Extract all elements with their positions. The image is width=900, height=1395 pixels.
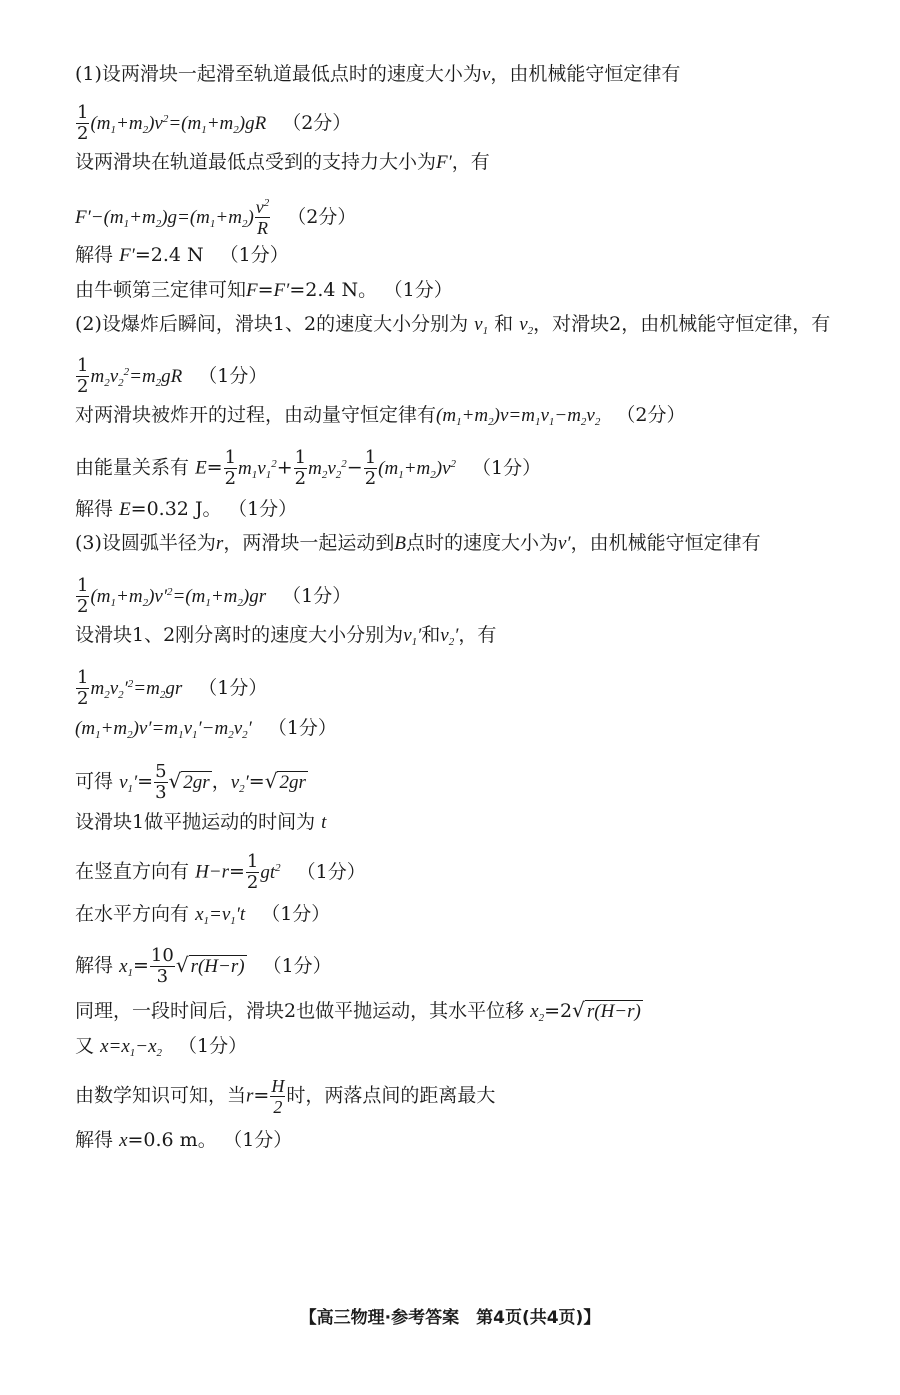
line-1: (1)设两滑块一起滑至轨道最低点时的速度大小为v，由机械能守恒定律有 [75,63,681,85]
line-3: 设两滑块在轨道最低点受到的支持力大小为F′，有 [75,151,490,173]
line-18: 设滑块1做平抛运动的时间为 t [75,811,327,833]
line-14: 设滑块1、2刚分离时的速度大小分别为$v_1'$和$v_2'$，有 [75,624,497,648]
line-15: $\frac{1}{2}$ $m_2v_2'^2=m_2gr$ （1分） [77,667,268,709]
line-12: (3)设圆弧半径为r，两滑块一起运动到B点时的速度大小为v′，由机械能守恒定律有 [75,532,761,554]
line-9: 对两滑块被炸开的过程，由动量守恒定律有$(m_1+m_2)v=m_1v_1-m_2v_2$ （2分） [75,404,686,428]
line-25: 解得 x=0.6 m。 （1分） [75,1129,293,1151]
line-16: $(m_1+m_2)v'=m_1v_1'-m_2v_2'$ （1分） [75,717,337,741]
line-22: 同理，一段时间后，滑块2也做平抛运动，其水平位移 $x_2=2√$ r(H−r) [75,998,641,1024]
line-17: 可得 $v_1'=$ $\frac{5}{3}$ √ 2gr ，$v_2'=√$ 2gr [75,761,306,803]
line-20: 在水平方向有 $x_1=v_1't$ （1分） [75,903,331,927]
line-13: $\frac{1}{2}$ $(m_1+m_2)v'^2=(m_1+m_2)gr$ （1分） [77,575,352,617]
line-11: 解得 E=0.32 J。 （1分） [75,498,298,520]
line-23: 又 $x=x_1-x_2$ （1分） [75,1035,248,1059]
line-4: $F'-(m_1+m_2)g=(m_1+m_2)$ $\frac{v^2}{R}$ （2分） [75,197,357,238]
line-8: $\frac{1}{2}$ $m_2v_2^2=m_2gR$ （1分） [77,355,268,397]
line-6: 由牛顿第三定律可知F=F′=2.4 N。 （1分） [75,279,453,301]
line-19: 在竖直方向有 H−r= $\frac{1}{2}$ $gt^2$ （1分） [75,851,366,893]
line-7: (2)设爆炸后瞬间，滑块1、2的速度大小分别为 $v_1$ 和 $v_2$，对滑块2，由机械能守恒定律，有 [75,313,831,337]
page-footer: 【高三物理·参考答案 第4页(共4页)】 [299,1308,601,1328]
line-10: 由能量关系有 E= $\frac{1}{2}$ $m_1v_1^2+$ $\frac{1}{2}$ $m_2v_2^2-$ $\frac{1}{2}$ $(m_1+m_2)v^2$ （1分） [75,447,542,489]
line-21: 解得 $x_1=$ $\frac{10}{3}$ √ r(H−r) （1分） [75,945,332,987]
line-2: $\frac{1}{2}$ $(m_1+m_2)v^2=(m_1+m_2)gR$ （2分） [77,102,352,144]
line-24: 由数学知识可知，当r= $\frac{H}{2}$ 时，两落点间的距离最大 [75,1076,496,1117]
line-5: 解得 F′=2.4 N （1分） [75,244,289,266]
